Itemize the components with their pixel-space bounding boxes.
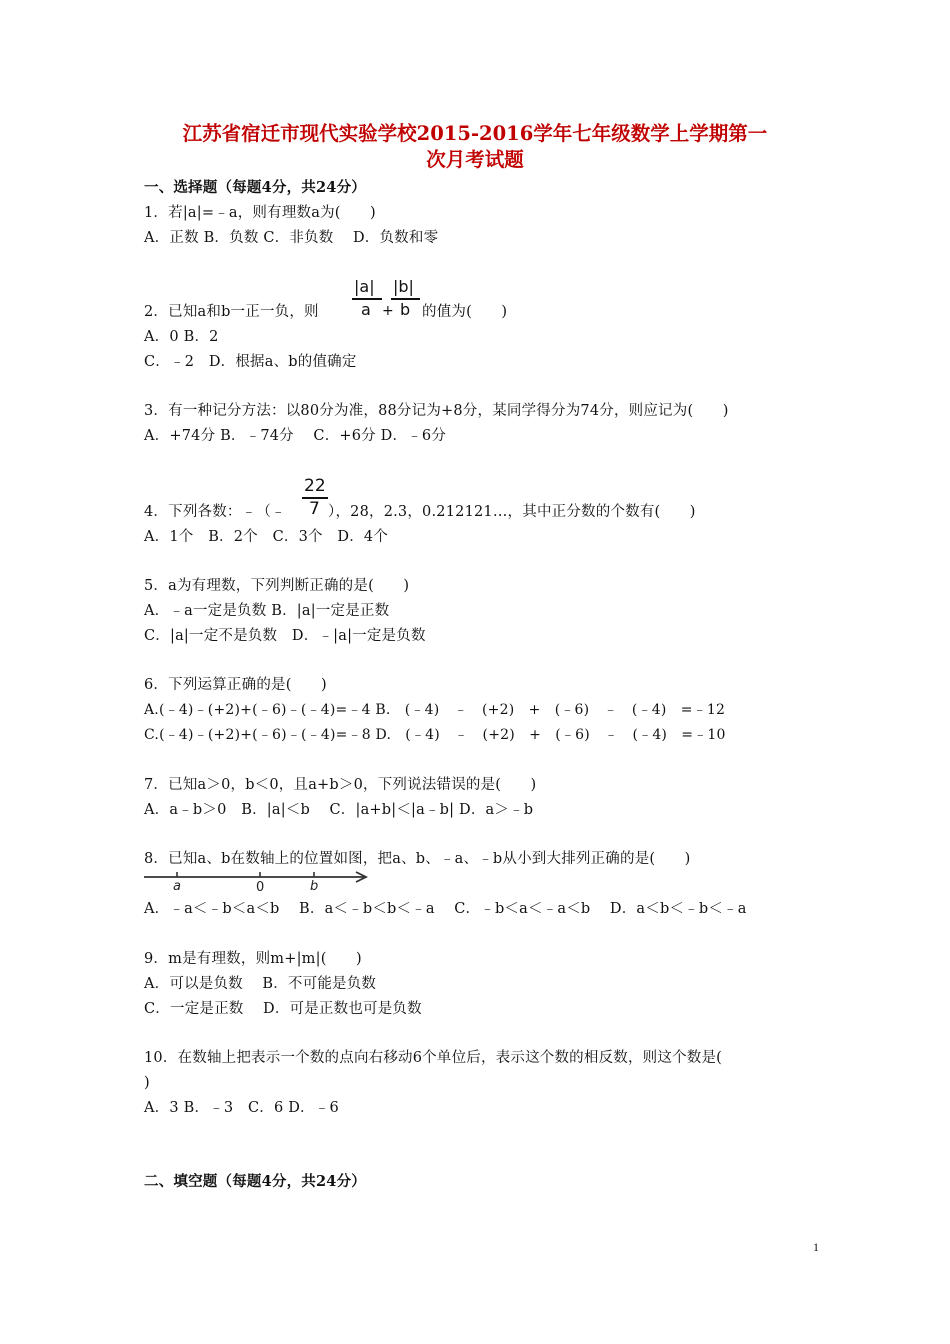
number-line-label-a: a (173, 879, 181, 893)
question-6-options-2: C.(﹣4)﹣(+2)+(﹣6)﹣(﹣4)=﹣8 D. (﹣4) ﹣ (+2) + (﹣6) ﹣ (﹣4) =﹣10 (144, 727, 726, 743)
question-9-options-1: A．可以是负数 B．不可能是负数 (144, 976, 377, 992)
question-3-stem: 3．有一种记分方法：以80分为准，88分记为+8分，某同学得分为74分，则应记为( ) (144, 403, 729, 419)
question-2-stem-b: 的值为( ) (422, 304, 508, 320)
number-line-figure (142, 867, 374, 893)
question-2-fraction-2-denominator: b (400, 300, 411, 319)
question-3-options: A．+74分 B．﹣74分 C．+6分 D．﹣6分 (144, 428, 447, 444)
question-9-options-2: C．一定是正数 D．可是正数也可是负数 (144, 1001, 422, 1017)
section-heading-fill-in: 二、填空题（每题4分，共24分） (144, 1173, 366, 1190)
question-9-stem: 9．m是有理数，则m+|m|( ) (144, 951, 362, 967)
question-6-stem: 6．下列运算正确的是( ) (144, 677, 327, 693)
question-1-stem: 1．若|a|=﹣a，则有理数a为( ) (144, 205, 376, 221)
page-number: 1 (813, 1240, 819, 1254)
question-8-options: A．﹣a＜﹣b＜a＜b B．a＜﹣b＜b＜﹣a C．﹣b＜a＜﹣a＜b D．a＜b＜﹣b＜﹣a (144, 901, 747, 917)
question-4-stem-b: ），28，2.3，0.212121…，其中正分数的个数有( ) (328, 504, 696, 520)
question-10-stem-continued: ) (144, 1075, 150, 1091)
question-5-options-1: A．﹣a一定是负数 B．|a|一定是正数 (144, 603, 390, 619)
question-4-fraction-denominator: 7 (309, 499, 320, 519)
question-10-stem: 10．在数轴上把表示一个数的点向右移动6个单位后，表示这个数的相反数，则这个数是( (144, 1050, 723, 1066)
question-2-options-1: A．0 B．2 (144, 329, 219, 345)
number-line-label-b: b (310, 879, 319, 893)
document-title-line1: 江苏省宿迁市现代实验学校2015-2016学年七年级数学上学期第一 (182, 122, 768, 145)
question-7-stem: 7．已知a＞0，b＜0，且a+b＞0，下列说法错误的是( ) (144, 777, 537, 793)
question-2-stem-a: 2．已知a和b一正一负，则 (144, 304, 319, 320)
question-7-options: A．a﹣b＞0 B．|a|＜b C．|a+b|＜|a﹣b| D．a＞﹣b (144, 802, 534, 818)
question-5-options-2: C．|a|一定不是负数 D．﹣|a|一定是负数 (144, 628, 426, 644)
question-5-stem: 5．a为有理数，下列判断正确的是( ) (144, 578, 410, 594)
question-2-options-2: C．﹣2 D．根据a、b的值确定 (144, 354, 357, 370)
question-4-options: A．1个 B．2个 C．3个 D．4个 (144, 529, 389, 545)
section-heading-choice: 一、选择题（每题4分，共24分） (144, 179, 366, 196)
question-6-options-1: A.(﹣4)﹣(+2)+(﹣6)﹣(﹣4)=﹣4 B. (﹣4) ﹣ (+2) + (﹣6) ﹣ (﹣4) =﹣12 (144, 702, 726, 718)
question-4-fraction-numerator: 22 (304, 476, 326, 496)
question-2-plus: + (382, 303, 394, 319)
question-1-options: A．正数 B．负数 C．非负数 D．负数和零 (144, 230, 439, 246)
question-4-stem-a: 4．下列各数：﹣（﹣ (144, 504, 286, 520)
question-2-fraction-1-denominator: a (361, 300, 371, 319)
question-2-fraction-2-numerator: |b| (393, 277, 414, 296)
number-line-label-0: 0 (256, 880, 265, 893)
question-8-stem: 8．已知a、b在数轴上的位置如图，把a、b、﹣a、﹣b从小到大排列正确的是( ) (144, 851, 691, 867)
document-title-line2: 次月考试题 (426, 148, 524, 171)
question-2-fraction-1-numerator: |a| (354, 277, 375, 296)
question-10-options: A．3 B．﹣3 C．6 D．﹣6 (144, 1100, 339, 1116)
